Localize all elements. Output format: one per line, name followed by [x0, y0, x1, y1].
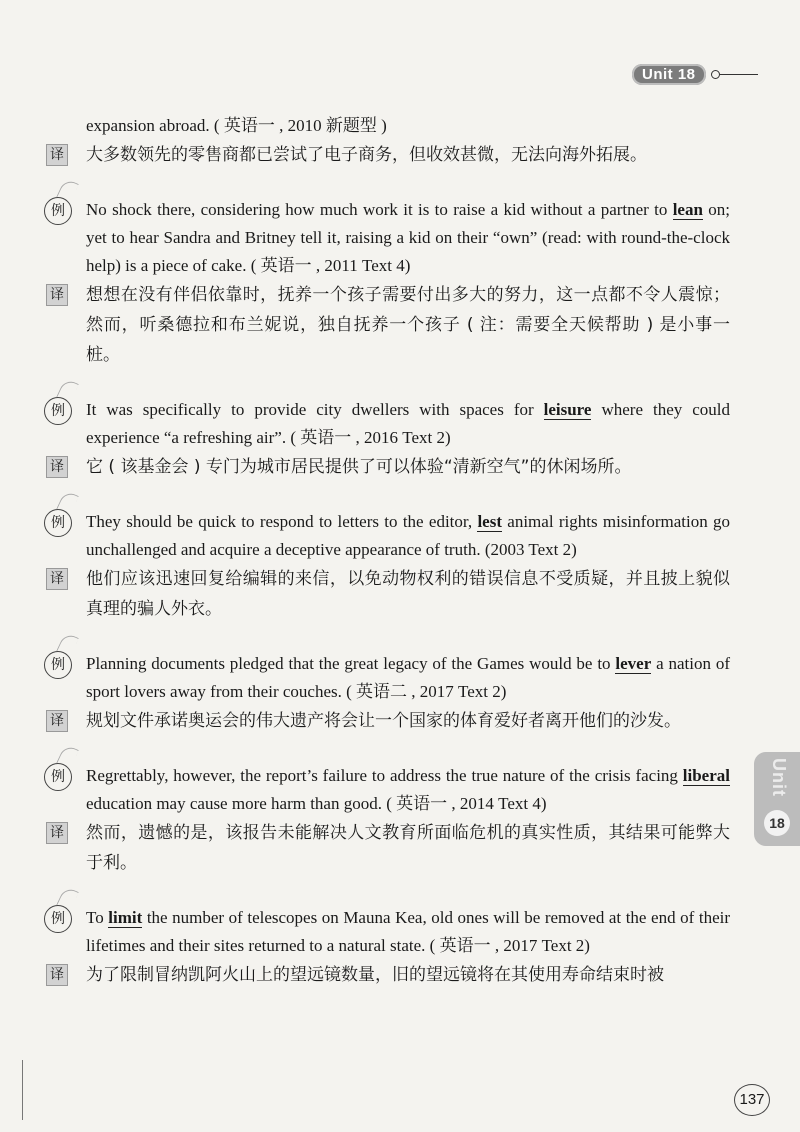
translation-marker-icon: 译: [46, 144, 68, 166]
translation-text: 它 ( 该基金会 ) 专门为城市居民提供了可以体验“清新空气”的休闲场所。: [86, 457, 632, 477]
sentence-pre: To: [86, 908, 109, 927]
keyword: lean: [672, 200, 703, 219]
example-sentence: expansion abroad. ( 英语一 , 2010 新题型 ): [86, 116, 387, 135]
example-marker-icon: 例: [44, 509, 72, 537]
sentence-post: the number of telescopes on Mauna Kea, old ones will be removed at the end of their lifetimes and their sites returned to a natural state. ( 英语一 , 2017 Text 2): [86, 908, 731, 955]
example-entry: [40, 650, 730, 736]
keyword: lever: [615, 654, 652, 673]
entry-gap: [40, 736, 730, 762]
entry-gap: [40, 878, 730, 904]
translation-text: 想想在没有伴侣依靠时，抚养一个孩子需要付出多大的努力，这一点都不令人震惊；然而，听桑德拉和布兰妮说，独自抚养一个孩子 ( 注：需要全天候帮助 ) 是小事一桩。: [86, 285, 730, 365]
example-entry: [40, 508, 730, 624]
entry-gap: [40, 482, 730, 508]
sentence-post: on; yet to hear Sandra and Britney tell it, raising a kid on their “own” (read: with round-the-clock help) is a piece of cake. ( 英语一 , 2011 Text 4): [86, 200, 730, 275]
translation-text: 然而，遗憾的是，该报告未能解决人文教育所面临危机的真实性质，其结果可能弊大于利。: [86, 823, 730, 873]
translation-marker-icon: 译: [46, 822, 68, 844]
example-marker-icon: 例: [44, 397, 72, 425]
keyword: lest: [477, 512, 502, 531]
example-sentence: [86, 396, 730, 452]
example-sentence: [86, 904, 730, 960]
translation-marker-icon: 译: [46, 964, 68, 986]
sentence-post: education may cause more harm than good. ( 英语一 , 2014 Text 4): [86, 794, 547, 813]
page-number: 137: [734, 1084, 770, 1116]
page-content: [40, 112, 730, 990]
keyword: liberal: [682, 766, 730, 785]
example-sentence: [86, 650, 730, 706]
example-marker-icon: 例: [44, 763, 72, 791]
example-entry: [40, 904, 730, 990]
example-entry: [40, 396, 730, 482]
example-sentence: [86, 196, 730, 280]
margin-mark: [22, 1060, 23, 1120]
example-marker-icon: 例: [44, 651, 72, 679]
unit-header: [632, 64, 758, 85]
translation-text: 为了限制冒纳凯阿火山上的望远镜数量，旧的望远镜将在其使用寿命结束时被: [86, 965, 664, 985]
translation-marker-icon: 译: [46, 568, 68, 590]
entry-gap: [40, 624, 730, 650]
translation-marker-icon: 译: [46, 284, 68, 306]
unit-badge: Unit 18: [632, 64, 706, 85]
translation-text: 他们应该迅速回复给编辑的来信，以免动物权利的错误信息不受质疑，并且披上貌似真理的骗人外衣。: [86, 569, 730, 619]
sentence-pre: It was specifically to provide city dwellers with spaces for: [86, 400, 544, 419]
example-entry: [40, 762, 730, 878]
translation-text: 规划文件承诺奥运会的伟大遗产将会让一个国家的体育爱好者离开他们的沙发。: [86, 711, 681, 731]
entry-list: [40, 170, 730, 990]
translation-text: 大多数领先的零售商都已尝试了电子商务，但收效甚微，无法向海外拓展。: [86, 145, 647, 165]
example-marker-icon: 例: [44, 905, 72, 933]
header-dot-icon: [711, 70, 720, 79]
example-marker-icon: 例: [44, 197, 72, 225]
entry-gap: [40, 170, 730, 196]
sentence-pre: Regrettably, however, the report’s failure to address the true nature of the crisis facing: [86, 766, 683, 785]
keyword: limit: [108, 908, 143, 927]
sentence-post: a nation of sport lovers away from their couches. ( 英语二 , 2017 Text 2): [86, 654, 730, 701]
sentence-post: animal rights misinformation go unchallenged and acquire a deceptive appearance of truth. (2003 Text 2): [86, 512, 730, 559]
sentence-post: where they could experience “a refreshing air”. ( 英语一 , 2016 Text 2): [86, 400, 730, 447]
keyword: leisure: [543, 400, 592, 419]
side-tab-label: Unit: [769, 758, 789, 797]
side-tab-number: 18: [764, 810, 790, 836]
header-rule: [720, 74, 758, 76]
example-sentence: [86, 762, 730, 818]
example-sentence: [86, 508, 730, 564]
sentence-pre: No shock there, considering how much work it is to raise a kid without a partner to: [86, 200, 673, 219]
side-unit-tab: [754, 752, 800, 846]
intro-entry: [40, 112, 730, 170]
example-entry: [40, 196, 730, 370]
entry-gap: [40, 370, 730, 396]
sentence-pre: Planning documents pledged that the great legacy of the Games would be to: [86, 654, 616, 673]
translation-marker-icon: 译: [46, 456, 68, 478]
translation-marker-icon: 译: [46, 710, 68, 732]
sentence-pre: They should be quick to respond to letters to the editor,: [86, 512, 478, 531]
